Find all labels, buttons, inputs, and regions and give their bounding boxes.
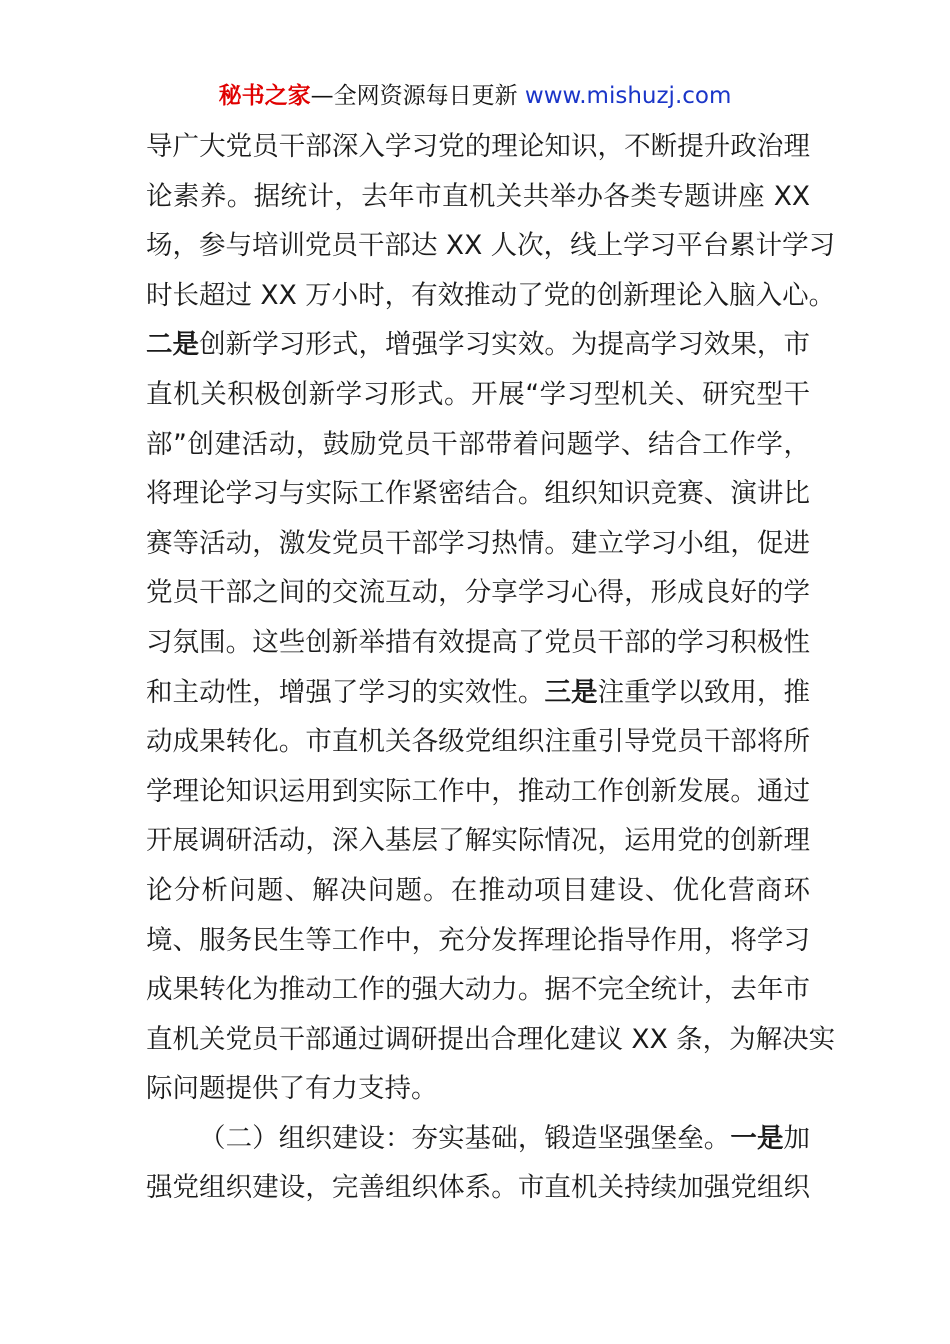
text-segment: （二）组织建设：夯实基础，锻造坚强堡垒。: [199, 1122, 731, 1154]
text-line: [146, 519, 810, 569]
text-line: [146, 271, 836, 321]
site-tagline: —全网资源每日更新: [310, 83, 525, 109]
text-segment: 际问题提供了有力支持。: [146, 1073, 438, 1105]
text-line: [146, 965, 810, 1015]
text-line: [146, 420, 810, 470]
text-segment: 直机关积极创新学习形式。开展“学习型机关、研究型干: [146, 378, 810, 410]
text-segment: 动成果转化。市直机关各级党组织注重引导党员干部将所: [146, 726, 810, 758]
site-url-link[interactable]: www.mishuzj.com: [524, 83, 732, 109]
text-segment: 创新学习形式，增强学习实效。为提高学习效果，市: [199, 329, 810, 361]
site-brand: 秘书之家: [218, 83, 311, 109]
text-segment: 部”创建活动，鼓励党员干部带着问题学、结合工作学，: [146, 428, 810, 460]
text-segment: 注重学以致用，推: [597, 676, 810, 708]
text-line: [146, 767, 810, 817]
text-segment: 成果转化为推动工作的强大动力。据不完全统计，去年市: [146, 974, 810, 1006]
text-line: [146, 668, 810, 718]
text-segment: 党员干部之间的交流互动，分享学习心得，形成良好的学: [146, 577, 810, 609]
text-line: [146, 370, 810, 420]
text-line: [146, 469, 810, 519]
text-segment: 赛等活动，激发党员干部学习热情。建立学习小组，促进: [146, 527, 810, 559]
text-segment: 开展调研活动，深入基层了解实际情况，运用党的创新理: [146, 825, 810, 857]
text-segment: 习氛围。这些创新举措有效提高了党员干部的学习积极性: [146, 626, 810, 658]
site-header: [0, 80, 950, 112]
text-line: [146, 568, 810, 618]
text-segment: 境、服务民生等工作中，充分发挥理论指导作用，将学习: [146, 924, 810, 956]
text-line: [146, 1064, 810, 1114]
text-line: [146, 816, 810, 866]
text-line: [146, 866, 810, 916]
text-segment: 和主动性，增强了学习的实效性。: [146, 676, 545, 708]
bold-marker: 二是: [146, 329, 200, 361]
text-segment: 加: [783, 1122, 811, 1154]
document-body: [146, 122, 836, 1213]
text-line: [146, 618, 810, 668]
text-line: [146, 1015, 836, 1065]
text-line: [146, 916, 810, 966]
text-line: [146, 320, 810, 370]
text-segment: 导广大党员干部深入学习党的理论知识，不断提升政治理: [146, 131, 810, 162]
bold-marker: 一是: [730, 1122, 784, 1154]
text-line: [146, 717, 810, 767]
text-segment: 论分析问题、解决问题。在推动项目建设、优化营商环: [146, 874, 810, 906]
text-segment: 场，参与培训党员干部达 XX 人次，线上学习平台累计学习: [146, 230, 836, 262]
bold-marker: 三是: [544, 676, 598, 708]
text-line: [146, 1163, 810, 1213]
text-line: [146, 1114, 810, 1164]
text-segment: 强党组织建设，完善组织体系。市直机关持续加强党组织: [146, 1172, 810, 1204]
text-segment: 论素养。据统计，去年市直机关共举办各类专题讲座 XX: [146, 180, 810, 212]
text-line: [146, 221, 836, 271]
text-segment: 直机关党员干部通过调研提出合理化建议 XX 条，为解决实: [146, 1023, 836, 1055]
text-segment: 时长超过 XX 万小时，有效推动了党的创新理论入脑入心。: [146, 279, 836, 311]
text-segment: 将理论学习与实际工作紧密结合。组织知识竞赛、演讲比: [146, 478, 810, 510]
text-segment: 学理论知识运用到实际工作中，推动工作创新发展。通过: [146, 775, 810, 807]
text-line: [146, 122, 810, 172]
text-line: [146, 172, 810, 222]
